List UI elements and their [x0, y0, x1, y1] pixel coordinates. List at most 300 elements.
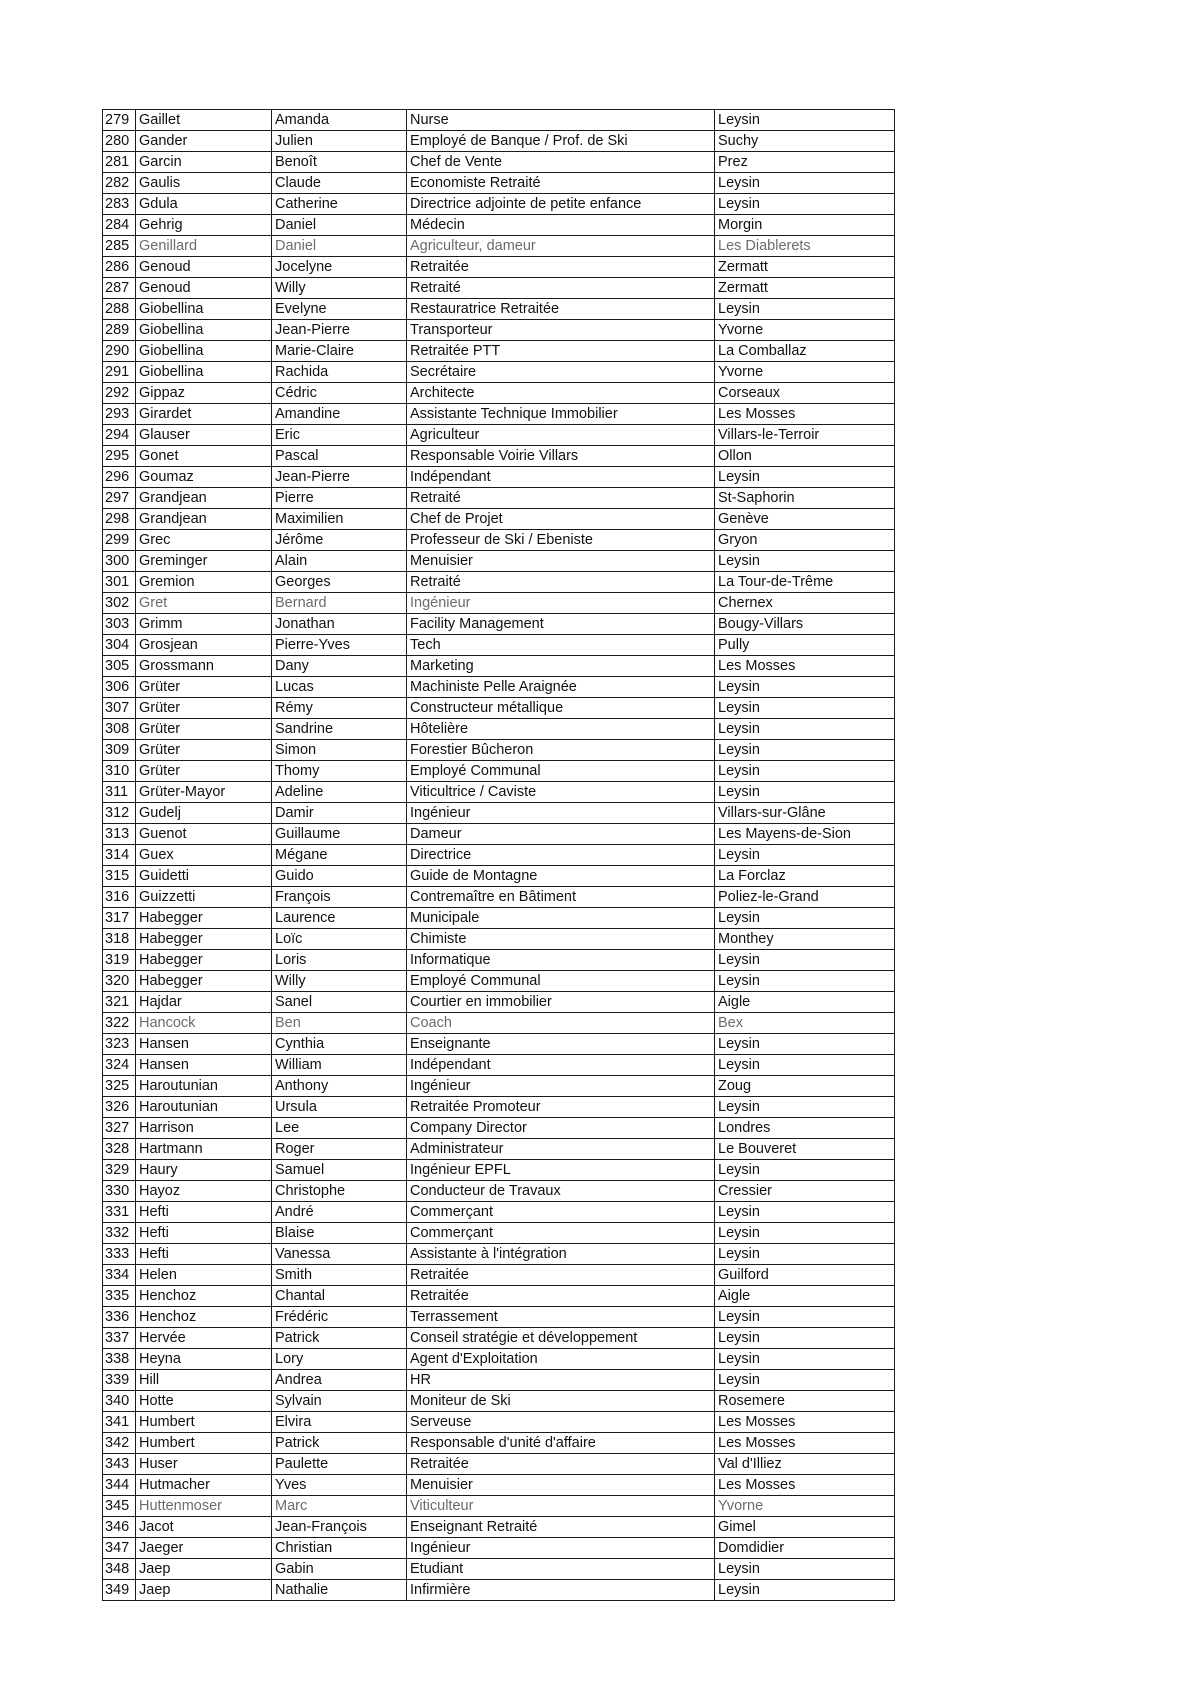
first-name-cell: Georges	[272, 572, 407, 593]
table-row	[103, 1265, 895, 1286]
city-cell: Leysin	[715, 950, 895, 971]
last-name-cell: Jaep	[136, 1559, 272, 1580]
table-row	[103, 1244, 895, 1265]
first-name-cell: Ursula	[272, 1097, 407, 1118]
row-number: 292	[103, 383, 136, 404]
table-row	[103, 1475, 895, 1496]
occupation-cell: Assistante Technique Immobilier	[407, 404, 715, 425]
city-cell: Suchy	[715, 131, 895, 152]
city-cell: Leysin	[715, 845, 895, 866]
occupation-cell: Professeur de Ski / Ebeniste	[407, 530, 715, 551]
table-row	[103, 257, 895, 278]
last-name-cell: Grandjean	[136, 488, 272, 509]
table-row	[103, 971, 895, 992]
city-cell: Le Bouveret	[715, 1139, 895, 1160]
city-cell: Zermatt	[715, 278, 895, 299]
occupation-cell: Retraité	[407, 572, 715, 593]
table-row	[103, 698, 895, 719]
table-row	[103, 1496, 895, 1517]
occupation-cell: Commerçant	[407, 1202, 715, 1223]
last-name-cell: Heyna	[136, 1349, 272, 1370]
row-number: 301	[103, 572, 136, 593]
occupation-cell: Responsable d'unité d'affaire	[407, 1433, 715, 1454]
row-number: 298	[103, 509, 136, 530]
occupation-cell: Courtier en immobilier	[407, 992, 715, 1013]
city-cell: Leysin	[715, 1559, 895, 1580]
occupation-cell: Machiniste Pelle Araignée	[407, 677, 715, 698]
first-name-cell: Maximilien	[272, 509, 407, 530]
row-number: 339	[103, 1370, 136, 1391]
city-cell: Leysin	[715, 467, 895, 488]
city-cell: Leysin	[715, 1370, 895, 1391]
last-name-cell: Hancock	[136, 1013, 272, 1034]
occupation-cell: Ingénieur	[407, 593, 715, 614]
row-number: 297	[103, 488, 136, 509]
row-number: 320	[103, 971, 136, 992]
occupation-cell: Retraitée PTT	[407, 341, 715, 362]
first-name-cell: Jérôme	[272, 530, 407, 551]
city-cell: Leysin	[715, 1202, 895, 1223]
last-name-cell: Genillard	[136, 236, 272, 257]
city-cell: Chernex	[715, 593, 895, 614]
table-row	[103, 467, 895, 488]
first-name-cell: Lory	[272, 1349, 407, 1370]
occupation-cell: Enseignante	[407, 1034, 715, 1055]
city-cell: Leysin	[715, 1244, 895, 1265]
last-name-cell: Guizzetti	[136, 887, 272, 908]
last-name-cell: Hefti	[136, 1244, 272, 1265]
occupation-cell: Nurse	[407, 110, 715, 131]
row-number: 311	[103, 782, 136, 803]
occupation-cell: Enseignant Retraité	[407, 1517, 715, 1538]
city-cell: Les Mosses	[715, 1475, 895, 1496]
city-cell: Leysin	[715, 1055, 895, 1076]
first-name-cell: Guido	[272, 866, 407, 887]
first-name-cell: Jean-Pierre	[272, 467, 407, 488]
row-number: 305	[103, 656, 136, 677]
first-name-cell: Patrick	[272, 1328, 407, 1349]
first-name-cell: Christophe	[272, 1181, 407, 1202]
occupation-cell: Retraitée	[407, 1265, 715, 1286]
table-row	[103, 719, 895, 740]
row-number: 318	[103, 929, 136, 950]
first-name-cell: Bernard	[272, 593, 407, 614]
city-cell: Prez	[715, 152, 895, 173]
first-name-cell: Yves	[272, 1475, 407, 1496]
last-name-cell: Giobellina	[136, 320, 272, 341]
first-name-cell: Sanel	[272, 992, 407, 1013]
first-name-cell: Lee	[272, 1118, 407, 1139]
occupation-cell: Responsable Voirie Villars	[407, 446, 715, 467]
table-row	[103, 152, 895, 173]
occupation-cell: Hôtelière	[407, 719, 715, 740]
table-row	[103, 1013, 895, 1034]
last-name-cell: Gret	[136, 593, 272, 614]
last-name-cell: Gippaz	[136, 383, 272, 404]
first-name-cell: Evelyne	[272, 299, 407, 320]
last-name-cell: Gaulis	[136, 173, 272, 194]
city-cell: Les Mosses	[715, 656, 895, 677]
table-row	[103, 278, 895, 299]
table-row	[103, 1202, 895, 1223]
row-number: 288	[103, 299, 136, 320]
last-name-cell: Giobellina	[136, 341, 272, 362]
table-row	[103, 131, 895, 152]
first-name-cell: Chantal	[272, 1286, 407, 1307]
row-number: 323	[103, 1034, 136, 1055]
city-cell: Villars-le-Terroir	[715, 425, 895, 446]
city-cell: Zermatt	[715, 257, 895, 278]
row-number: 324	[103, 1055, 136, 1076]
city-cell: Morgin	[715, 215, 895, 236]
last-name-cell: Guenot	[136, 824, 272, 845]
table-row	[103, 656, 895, 677]
row-number: 283	[103, 194, 136, 215]
table-row	[103, 845, 895, 866]
last-name-cell: Huttenmoser	[136, 1496, 272, 1517]
occupation-cell: HR	[407, 1370, 715, 1391]
city-cell: Leysin	[715, 719, 895, 740]
last-name-cell: Habegger	[136, 929, 272, 950]
city-cell: Leysin	[715, 194, 895, 215]
city-cell: Leysin	[715, 1097, 895, 1118]
last-name-cell: Hefti	[136, 1223, 272, 1244]
last-name-cell: Grüter	[136, 761, 272, 782]
last-name-cell: Genoud	[136, 257, 272, 278]
first-name-cell: Jean-François	[272, 1517, 407, 1538]
last-name-cell: Grosjean	[136, 635, 272, 656]
row-number: 303	[103, 614, 136, 635]
row-number: 344	[103, 1475, 136, 1496]
row-number: 321	[103, 992, 136, 1013]
first-name-cell: Rémy	[272, 698, 407, 719]
first-name-cell: Thomy	[272, 761, 407, 782]
last-name-cell: Harrison	[136, 1118, 272, 1139]
row-number: 287	[103, 278, 136, 299]
city-cell: St-Saphorin	[715, 488, 895, 509]
last-name-cell: Grüter	[136, 698, 272, 719]
occupation-cell: Chef de Projet	[407, 509, 715, 530]
city-cell: Genève	[715, 509, 895, 530]
row-number: 313	[103, 824, 136, 845]
row-number: 281	[103, 152, 136, 173]
occupation-cell: Ingénieur	[407, 803, 715, 824]
first-name-cell: Marc	[272, 1496, 407, 1517]
city-cell: Leysin	[715, 1160, 895, 1181]
occupation-cell: Employé de Banque / Prof. de Ski	[407, 131, 715, 152]
city-cell: La Tour-de-Trême	[715, 572, 895, 593]
row-number: 312	[103, 803, 136, 824]
first-name-cell: Julien	[272, 131, 407, 152]
occupation-cell: Administrateur	[407, 1139, 715, 1160]
last-name-cell: Guex	[136, 845, 272, 866]
occupation-cell: Menuisier	[407, 1475, 715, 1496]
row-number: 346	[103, 1517, 136, 1538]
row-number: 299	[103, 530, 136, 551]
last-name-cell: Genoud	[136, 278, 272, 299]
last-name-cell: Gdula	[136, 194, 272, 215]
last-name-cell: Hill	[136, 1370, 272, 1391]
row-number: 317	[103, 908, 136, 929]
first-name-cell: Willy	[272, 278, 407, 299]
first-name-cell: Dany	[272, 656, 407, 677]
occupation-cell: Directrice adjointe de petite enfance	[407, 194, 715, 215]
city-cell: La Forclaz	[715, 866, 895, 887]
occupation-cell: Constructeur métallique	[407, 698, 715, 719]
occupation-cell: Informatique	[407, 950, 715, 971]
row-number: 294	[103, 425, 136, 446]
last-name-cell: Grec	[136, 530, 272, 551]
occupation-cell: Agriculteur, dameur	[407, 236, 715, 257]
occupation-cell: Indépendant	[407, 467, 715, 488]
row-number: 331	[103, 1202, 136, 1223]
first-name-cell: Lucas	[272, 677, 407, 698]
first-name-cell: Sandrine	[272, 719, 407, 740]
table-row	[103, 1433, 895, 1454]
first-name-cell: Daniel	[272, 236, 407, 257]
table-row	[103, 1181, 895, 1202]
last-name-cell: Giobellina	[136, 362, 272, 383]
last-name-cell: Humbert	[136, 1412, 272, 1433]
table-row	[103, 488, 895, 509]
city-cell: Bex	[715, 1013, 895, 1034]
city-cell: Leysin	[715, 110, 895, 131]
roster-table	[102, 109, 895, 1601]
table-row	[103, 362, 895, 383]
city-cell: Leysin	[715, 908, 895, 929]
city-cell: Bougy-Villars	[715, 614, 895, 635]
city-cell: Leysin	[715, 1328, 895, 1349]
occupation-cell: Municipale	[407, 908, 715, 929]
first-name-cell: Sylvain	[272, 1391, 407, 1412]
table-row	[103, 593, 895, 614]
table-row	[103, 1055, 895, 1076]
first-name-cell: Andrea	[272, 1370, 407, 1391]
table-row	[103, 740, 895, 761]
last-name-cell: Gander	[136, 131, 272, 152]
row-number: 289	[103, 320, 136, 341]
table-row	[103, 866, 895, 887]
last-name-cell: Greminger	[136, 551, 272, 572]
table-row	[103, 1286, 895, 1307]
city-cell: Leysin	[715, 698, 895, 719]
city-cell: Rosemere	[715, 1391, 895, 1412]
city-cell: Leysin	[715, 1223, 895, 1244]
last-name-cell: Gaillet	[136, 110, 272, 131]
row-number: 332	[103, 1223, 136, 1244]
table-row	[103, 194, 895, 215]
last-name-cell: Habegger	[136, 971, 272, 992]
table-row	[103, 1223, 895, 1244]
last-name-cell: Hayoz	[136, 1181, 272, 1202]
table-row	[103, 299, 895, 320]
first-name-cell: Christian	[272, 1538, 407, 1559]
first-name-cell: Frédéric	[272, 1307, 407, 1328]
last-name-cell: Grüter	[136, 719, 272, 740]
last-name-cell: Garcin	[136, 152, 272, 173]
table-row	[103, 1559, 895, 1580]
table-row	[103, 950, 895, 971]
table-row	[103, 635, 895, 656]
table-row	[103, 110, 895, 131]
occupation-cell: Retraité	[407, 488, 715, 509]
city-cell: Aigle	[715, 992, 895, 1013]
table-row	[103, 572, 895, 593]
city-cell: Leysin	[715, 971, 895, 992]
table-row	[103, 404, 895, 425]
last-name-cell: Gudelj	[136, 803, 272, 824]
occupation-cell: Retraitée	[407, 257, 715, 278]
occupation-cell: Terrassement	[407, 1307, 715, 1328]
occupation-cell: Retraité	[407, 278, 715, 299]
city-cell: Villars-sur-Glâne	[715, 803, 895, 824]
row-number: 343	[103, 1454, 136, 1475]
table-row	[103, 1580, 895, 1601]
first-name-cell: Simon	[272, 740, 407, 761]
occupation-cell: Agriculteur	[407, 425, 715, 446]
first-name-cell: Vanessa	[272, 1244, 407, 1265]
city-cell: Leysin	[715, 551, 895, 572]
last-name-cell: Jaep	[136, 1580, 272, 1601]
last-name-cell: Goumaz	[136, 467, 272, 488]
last-name-cell: Haury	[136, 1160, 272, 1181]
table-row	[103, 320, 895, 341]
row-number: 349	[103, 1580, 136, 1601]
row-number: 286	[103, 257, 136, 278]
city-cell: Pully	[715, 635, 895, 656]
last-name-cell: Hervée	[136, 1328, 272, 1349]
table-row	[103, 1454, 895, 1475]
row-number: 309	[103, 740, 136, 761]
occupation-cell: Restauratrice Retraitée	[407, 299, 715, 320]
city-cell: Les Mosses	[715, 1412, 895, 1433]
last-name-cell: Grüter	[136, 677, 272, 698]
last-name-cell: Haroutunian	[136, 1076, 272, 1097]
city-cell: Poliez-le-Grand	[715, 887, 895, 908]
row-number: 295	[103, 446, 136, 467]
first-name-cell: Amanda	[272, 110, 407, 131]
occupation-cell: Chimiste	[407, 929, 715, 950]
first-name-cell: André	[272, 1202, 407, 1223]
first-name-cell: Guillaume	[272, 824, 407, 845]
row-number: 319	[103, 950, 136, 971]
last-name-cell: Grimm	[136, 614, 272, 635]
row-number: 322	[103, 1013, 136, 1034]
row-number: 282	[103, 173, 136, 194]
table-row	[103, 1517, 895, 1538]
city-cell: Aigle	[715, 1286, 895, 1307]
table-row	[103, 1328, 895, 1349]
row-number: 335	[103, 1286, 136, 1307]
row-number: 333	[103, 1244, 136, 1265]
last-name-cell: Girardet	[136, 404, 272, 425]
row-number: 328	[103, 1139, 136, 1160]
occupation-cell: Chef de Vente	[407, 152, 715, 173]
city-cell: Ollon	[715, 446, 895, 467]
table-row	[103, 383, 895, 404]
occupation-cell: Ingénieur	[407, 1538, 715, 1559]
last-name-cell: Humbert	[136, 1433, 272, 1454]
first-name-cell: Blaise	[272, 1223, 407, 1244]
row-number: 326	[103, 1097, 136, 1118]
occupation-cell: Employé Communal	[407, 761, 715, 782]
last-name-cell: Hartmann	[136, 1139, 272, 1160]
city-cell: Leysin	[715, 173, 895, 194]
row-number: 308	[103, 719, 136, 740]
row-number: 325	[103, 1076, 136, 1097]
row-number: 293	[103, 404, 136, 425]
row-number: 315	[103, 866, 136, 887]
city-cell: Les Diablerets	[715, 236, 895, 257]
city-cell: Guilford	[715, 1265, 895, 1286]
occupation-cell: Guide de Montagne	[407, 866, 715, 887]
row-number: 347	[103, 1538, 136, 1559]
first-name-cell: Nathalie	[272, 1580, 407, 1601]
table-row	[103, 1538, 895, 1559]
row-number: 306	[103, 677, 136, 698]
table-row	[103, 824, 895, 845]
last-name-cell: Haroutunian	[136, 1097, 272, 1118]
row-number: 340	[103, 1391, 136, 1412]
table-row	[103, 908, 895, 929]
row-number: 336	[103, 1307, 136, 1328]
city-cell: Les Mayens-de-Sion	[715, 824, 895, 845]
last-name-cell: Hefti	[136, 1202, 272, 1223]
table-row	[103, 509, 895, 530]
row-number: 307	[103, 698, 136, 719]
city-cell: Yvorne	[715, 362, 895, 383]
first-name-cell: Pierre-Yves	[272, 635, 407, 656]
first-name-cell: Amandine	[272, 404, 407, 425]
first-name-cell: Claude	[272, 173, 407, 194]
table-row	[103, 1412, 895, 1433]
occupation-cell: Assistante à l'intégration	[407, 1244, 715, 1265]
row-number: 345	[103, 1496, 136, 1517]
last-name-cell: Grüter-Mayor	[136, 782, 272, 803]
table-row	[103, 446, 895, 467]
occupation-cell: Retraitée	[407, 1454, 715, 1475]
table-row	[103, 761, 895, 782]
occupation-cell: Marketing	[407, 656, 715, 677]
first-name-cell: Catherine	[272, 194, 407, 215]
table-row	[103, 803, 895, 824]
first-name-cell: Gabin	[272, 1559, 407, 1580]
last-name-cell: Hansen	[136, 1055, 272, 1076]
row-number: 314	[103, 845, 136, 866]
table-row	[103, 530, 895, 551]
table-row	[103, 1349, 895, 1370]
city-cell: Leysin	[715, 782, 895, 803]
occupation-cell: Secrétaire	[407, 362, 715, 383]
occupation-cell: Moniteur de Ski	[407, 1391, 715, 1412]
first-name-cell: Paulette	[272, 1454, 407, 1475]
table-row	[103, 236, 895, 257]
row-number: 337	[103, 1328, 136, 1349]
occupation-cell: Viticultrice / Caviste	[407, 782, 715, 803]
occupation-cell: Contremaître en Bâtiment	[407, 887, 715, 908]
occupation-cell: Company Director	[407, 1118, 715, 1139]
first-name-cell: Mégane	[272, 845, 407, 866]
last-name-cell: Habegger	[136, 908, 272, 929]
city-cell: Cressier	[715, 1181, 895, 1202]
first-name-cell: Loïc	[272, 929, 407, 950]
occupation-cell: Agent d'Exploitation	[407, 1349, 715, 1370]
first-name-cell: Daniel	[272, 215, 407, 236]
occupation-cell: Commerçant	[407, 1223, 715, 1244]
first-name-cell: Jocelyne	[272, 257, 407, 278]
first-name-cell: Elvira	[272, 1412, 407, 1433]
row-number: 338	[103, 1349, 136, 1370]
